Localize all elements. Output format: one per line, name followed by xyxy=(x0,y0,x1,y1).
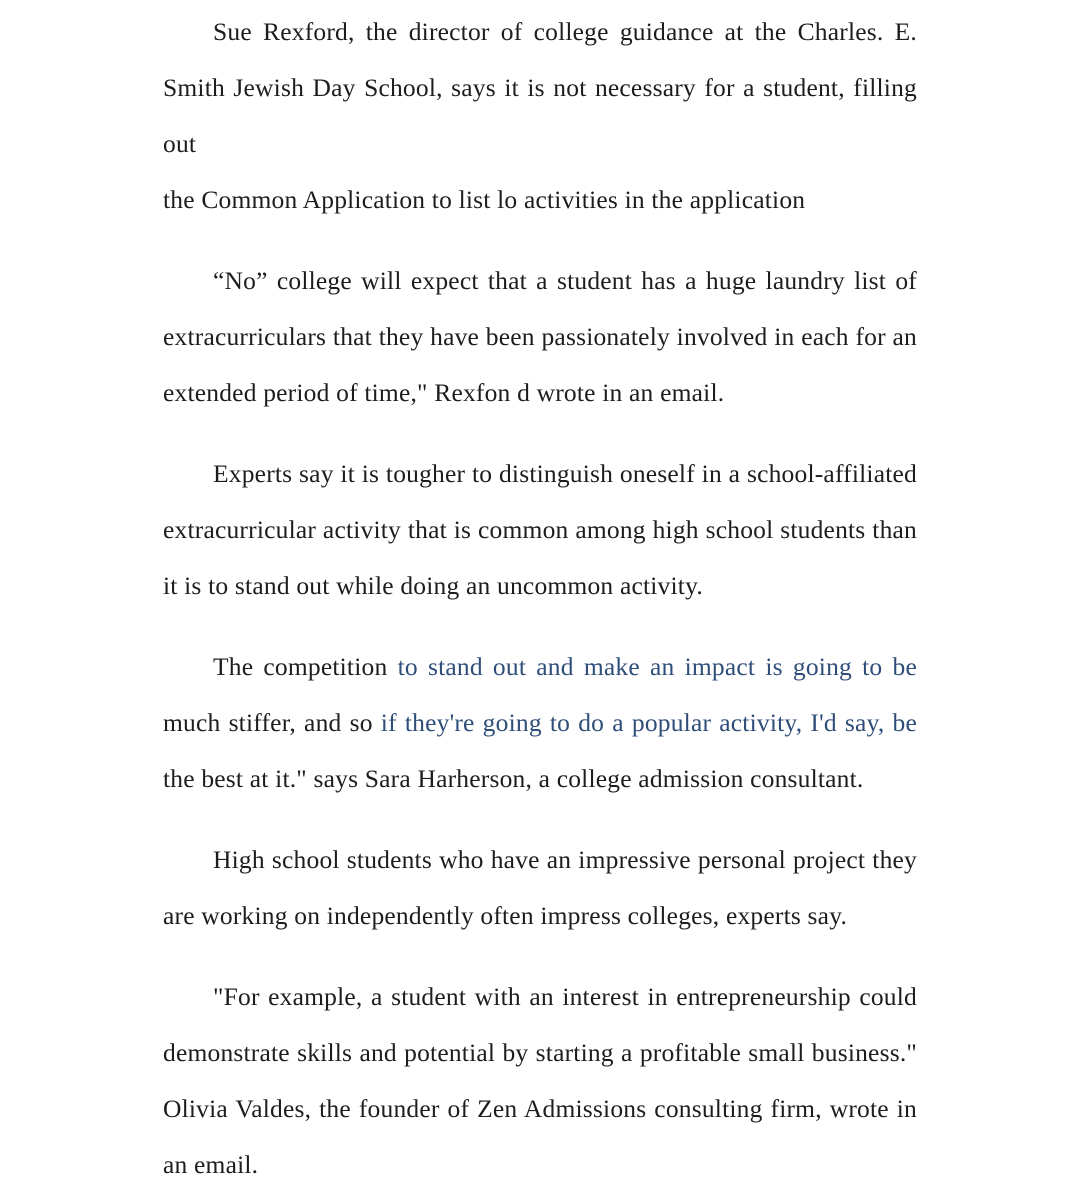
document-body xyxy=(163,4,917,1193)
text-segment: the best at it." says Sara Harherson, a college admission consultant. xyxy=(163,764,864,793)
paragraph xyxy=(163,832,917,944)
text-segment: Sue Rexford, the director of college guidance at the Charles. E. xyxy=(213,17,917,46)
text-line xyxy=(163,365,917,421)
text-segment: an email. xyxy=(163,1150,259,1179)
text-segment: High school students who have an impressive personal project they xyxy=(213,845,917,874)
text-line xyxy=(163,832,917,888)
paragraph xyxy=(163,969,917,1193)
text-line xyxy=(163,1025,917,1081)
text-line xyxy=(163,751,917,807)
text-segment: extended period of time," Rexfon d wrote in an email. xyxy=(163,378,725,407)
paragraph xyxy=(163,639,917,807)
text-segment: are working on independently often impress colleges, experts say. xyxy=(163,901,848,930)
text-segment: "For example, a student with an interest in entrepreneurship could xyxy=(213,982,917,1011)
text-line xyxy=(163,446,917,502)
text-line xyxy=(163,60,917,172)
text-line xyxy=(163,4,917,60)
text-line xyxy=(163,888,917,944)
text-segment: “No” college will expect that a student has a huge laundry list of xyxy=(213,266,917,295)
text-segment: demonstrate skills and potential by starting a profitable small business." xyxy=(163,1038,917,1067)
text-line xyxy=(163,1081,917,1137)
text-segment: much stiffer, and so xyxy=(163,708,381,737)
text-segment: the Common Application to list lo activities in the application xyxy=(163,185,806,214)
text-line xyxy=(163,639,917,695)
text-line xyxy=(163,969,917,1025)
text-line xyxy=(163,502,917,558)
paragraph xyxy=(163,253,917,421)
text-segment: Olivia Valdes, the founder of Zen Admissions consulting firm, wrote in xyxy=(163,1094,917,1123)
text-segment: The competition xyxy=(213,652,398,681)
text-line xyxy=(163,309,917,365)
text-line xyxy=(163,172,917,228)
text-line xyxy=(163,1137,917,1193)
text-line xyxy=(163,253,917,309)
text-segment: extracurricular activity that is common among high school students than xyxy=(163,515,917,544)
highlighted-text-segment: if they're going to do a popular activity, I'd say, be xyxy=(380,708,918,737)
paragraph xyxy=(163,4,917,228)
text-segment: extracurriculars that they have been passionately involved in each for an xyxy=(163,322,917,351)
text-segment: Experts say it is tougher to distinguish oneself in a school-affiliated xyxy=(213,459,917,488)
highlighted-text-segment: to stand out and make an impact is going to be xyxy=(397,652,917,681)
text-line xyxy=(163,695,917,751)
paragraph xyxy=(163,446,917,614)
text-segment: it is to stand out while doing an uncommon activity. xyxy=(163,571,703,600)
text-segment: Smith Jewish Day School, says it is not necessary for a student, filling out xyxy=(163,73,917,158)
text-line xyxy=(163,558,917,614)
